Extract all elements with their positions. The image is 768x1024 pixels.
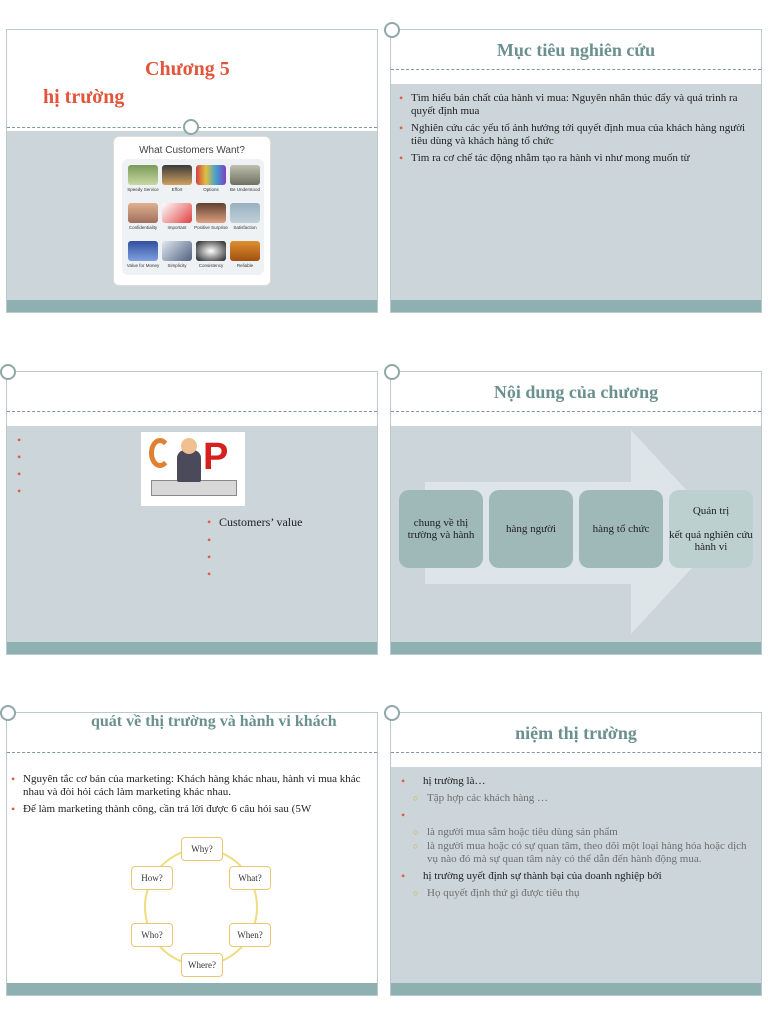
process-step-2: hàng người (489, 490, 573, 568)
card-thumb (230, 241, 260, 261)
c-shape (149, 438, 171, 468)
person-shape (177, 450, 201, 482)
card-label: Confidentiality (128, 225, 158, 230)
p-letter: P (203, 436, 229, 478)
bullet-item: • Nguyên tắc cơ bản của marketing: Khách hàng khác nhau, hành vi mua khác nhau và đòi hỏi cách làm marketing khác nhau. (11, 773, 371, 799)
slide-ring-icon (384, 705, 400, 721)
sub-bullet-item: ○ Tập hợp các khách hàng … (401, 792, 747, 805)
card-label: Effort (171, 187, 183, 192)
empty-bullets: • • • • (17, 433, 22, 498)
slide-4 (390, 371, 762, 655)
bullet-item: • Tìm hiểu bản chất của hành vi mua: Nguyên nhân thúc đẩy và quá trình ra quyết định mua (399, 92, 749, 118)
bullet-list (401, 775, 747, 904)
card-label: Important (167, 225, 187, 230)
sub-bullet-item: ○ là người mua hoặc có sự quan tâm, theo dõi một loại hàng hóa hoặc dịch vụ nào đó mà sự quan tâm này có thể dẫn đến hành động mua. (401, 840, 747, 866)
slide-title: niệm thị trường (515, 723, 637, 743)
sub-bullet-item: ○ Họ quyết định thứ gì được tiêu thụ (401, 887, 747, 900)
bullet-item: • Tìm ra cơ chế tác động nhằm tạo ra hành vi như mong muốn từ (399, 152, 749, 165)
businessman-p-image (141, 432, 245, 506)
slide-footer-bar (391, 983, 761, 995)
card-label: Consistency (198, 263, 224, 268)
card-label: Simplicity (167, 263, 187, 268)
cycle-where: Where? (181, 953, 223, 977)
cycle-how: How? (131, 866, 173, 890)
slide-title: Nội dung của chương (493, 382, 659, 402)
cycle-what: What? (229, 866, 271, 890)
card-label: Options (203, 187, 219, 192)
divider (7, 411, 377, 412)
slide-2 (390, 29, 762, 313)
bullet-item: • hị trường uyết định sự thành bại của doanh nghiệp bởi (401, 870, 747, 883)
slide-6 (390, 712, 762, 996)
card-thumb (196, 165, 226, 185)
customers-want-image (113, 136, 271, 286)
bullet-list (207, 516, 367, 533)
card-thumb (230, 165, 260, 185)
cycle-who: Who? (131, 923, 173, 947)
card-label: Speedy Service (127, 187, 159, 192)
slide-ring-icon (384, 364, 400, 380)
card-label: Value for Money (126, 263, 160, 268)
slide-ring-icon (0, 705, 16, 721)
slide-1 (6, 29, 378, 313)
bullet-item: • hị trường là… (401, 775, 747, 788)
bullet-list (399, 92, 749, 169)
card-thumb (128, 241, 158, 261)
slide-footer-bar (7, 300, 377, 312)
card-thumb (196, 241, 226, 261)
empty-bullets: • • • (207, 533, 212, 581)
card-thumb (128, 165, 158, 185)
bullet-item: • Customers’ value (207, 516, 367, 529)
card-thumb (128, 203, 158, 223)
card-thumb (196, 203, 226, 223)
slide-title: quát về thị trường và hành vi khách (91, 713, 337, 730)
card-label: Satisfaction (233, 225, 257, 230)
slide-footer-bar (391, 300, 761, 312)
slide-ring-icon (183, 119, 199, 135)
process-step-3: hàng tổ chức (579, 490, 663, 568)
process-step-4: Quản trị kết quả nghiên cứu hành vi (669, 490, 753, 568)
process-step-1: chung về thị trường và hành (399, 490, 483, 568)
slide-3 (6, 371, 378, 655)
desk-shape (151, 480, 237, 496)
cycle-when: When? (229, 923, 271, 947)
bullet-item (401, 809, 747, 822)
head-shape (181, 438, 197, 454)
image-grid (122, 159, 264, 275)
card-thumb (162, 203, 192, 223)
card-label: Reliable (236, 263, 254, 268)
bullet-item: • Nghiên cứu các yếu tố ảnh hưởng tới quyết định mua của khách hàng người tiêu dùng và khách hàng tổ chức (399, 122, 749, 148)
slide-5 (6, 712, 378, 996)
card-thumb (162, 241, 192, 261)
card-thumb (230, 203, 260, 223)
divider (391, 69, 761, 70)
slide-title: Chương 5 (145, 58, 230, 80)
image-heading: What Customers Want? (139, 145, 245, 156)
divider (391, 752, 761, 753)
slide-footer-bar (7, 642, 377, 654)
card-thumb (162, 165, 192, 185)
card-label: Be Understood (229, 187, 261, 192)
sub-bullet-item: ○ là người mua sắm hoặc tiêu dùng sản phẩm (401, 826, 747, 839)
bullet-item: • Để làm marketing thành công, cần trả lời được 6 câu hỏi sau (5W (11, 803, 371, 816)
slide-subtitle: hị trường (43, 86, 125, 108)
slide-ring-icon (0, 364, 16, 380)
slide-title: Mục tiêu nghiên cứu (496, 40, 656, 60)
card-label: Positive Surprise (194, 225, 228, 230)
cycle-why: Why? (181, 837, 223, 861)
slide-ring-icon (384, 22, 400, 38)
